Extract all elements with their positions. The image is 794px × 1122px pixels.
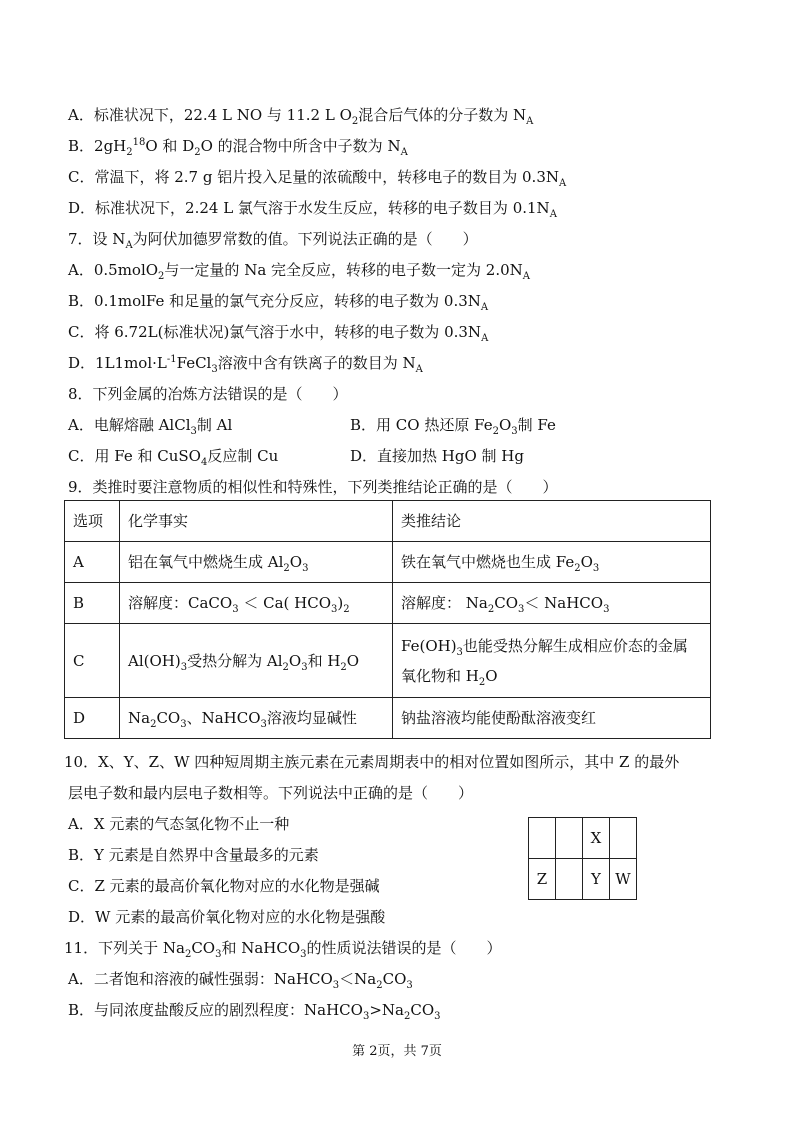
q10-option-c: C．Z 元素的最高价氧化物对应的水化物是强碱 [68, 877, 380, 895]
q11-stem: 11．下列关于 $Na_2CO_3$和 NaHCO$_3$的性质说法错误的是（ ） [64, 939, 502, 960]
q8-row-1 [68, 414, 748, 436]
row-fact: 铝在氧气中燃烧生成 $Al_2O_3$ [120, 542, 393, 583]
q8-stem: 8．下列金属的冶炼方法错误的是（ ） [68, 385, 348, 403]
grid-row-1 [529, 818, 637, 859]
q7-option-a: A．0.5molO$_2$与一定量的 Na 完全反应，转移的电子数一定为 $2.0N_A$ [68, 261, 531, 282]
q6-option-d: D．标准状况下，2.24 L 氯气溶于水发生反应，转移的电子数目为 $0.1N_A$ [68, 199, 557, 220]
q9-stem: 9．类推时要注意物质的相似性和特殊性，下列类推结论正确的是（ ） [68, 478, 558, 496]
grid-cell-y: Y [583, 859, 610, 900]
row-conclusion: 铁在氧气中燃烧也生成 $Fe_2O_3$ [393, 542, 711, 583]
q11-option-a: A．二者饱和溶液的碱性强弱：$NaHCO_3<Na_2CO_3$ [68, 970, 413, 991]
row-option: C [65, 624, 120, 698]
q6-option-b: B．$2gH_2^{18}O$ 和 $D_2O$ 的混合物中所含中子数为 $N_A$ [68, 137, 408, 158]
row-fact: $Na_2CO_3$、NaHCO$_3$溶液均显碱性 [120, 698, 393, 739]
grid-cell-empty [529, 818, 556, 859]
q7-option-c: C．将 6.72L(标准状况)氯气溶于水中，转移的电子数为 $0.3N_A$ [68, 323, 489, 344]
row-option: A [65, 542, 120, 583]
grid-cell-w: W [610, 859, 637, 900]
grid-cell-x: X [583, 818, 610, 859]
table-row [65, 583, 711, 624]
q7-option-b: B．0.1molFe 和足量的氯气充分反应，转移的电子数为 $0.3N_A$ [68, 292, 489, 313]
row-fact: $Al(OH)_3$受热分解为 $Al_2O_3$和 $H_2O$ [120, 624, 393, 698]
q8-row-2 [68, 445, 748, 467]
grid-cell-empty [610, 818, 637, 859]
table-row [65, 624, 711, 698]
q6-option-a: A．标准状况下，22.4 L NO 与 11.2 L $O_2$混合后气体的分子数为 $N_A$ [68, 106, 534, 127]
q7-option-d: D．$1L1mol\cdot L^{-1}FeCl_3$溶液中含有铁离子的数目为 $N_A$ [68, 354, 423, 375]
q10-stem-line-1: 10．X、Y、Z、W 四种短周期主族元素在元素周期表中的相对位置如图所示，其中 Z 的最外 [64, 753, 680, 771]
table-row [65, 542, 711, 583]
row-conclusion: $Fe(OH)_3$也能受热分解生成相应价态的金属 氧化物和 $H_2O$ [393, 624, 711, 698]
row-option: B [65, 583, 120, 624]
q10-stem-line-2: 层电子数和最内层电子数相等。下列说法中正确的是（ ） [68, 784, 474, 802]
q7-stem: 7．设 $N_A$为阿伏加德罗常数的值。下列说法正确的是（ ） [68, 230, 478, 251]
q9-table [64, 500, 711, 739]
grid-cell-z: Z [529, 859, 556, 900]
grid-row-2 [529, 859, 637, 900]
page-footer: 第 2页，共 7页 [352, 1044, 442, 1059]
header-option: 选项 [65, 501, 120, 542]
q8-option-b: B．用 CO 热还原 $Fe_2O_3$制 Fe [350, 416, 556, 437]
header-fact: 化学事实 [120, 501, 393, 542]
grid-cell-empty [556, 859, 583, 900]
row-option: D [65, 698, 120, 739]
q10-option-d: D．W 元素的最高价氧化物对应的水化物是强酸 [68, 908, 386, 926]
q10-option-a: A．X 元素的气态氢化物不止一种 [68, 815, 290, 833]
q8-option-a: A．电解熔融 AlCl$_3$制 Al [68, 416, 233, 437]
row-conclusion: 溶解度： $Na_2CO_3<$ NaHCO$_3$ [393, 583, 711, 624]
row-fact: 溶解度：CaCO$_3$ ＜ Ca( $HCO_3)_2$ [120, 583, 393, 624]
q8-option-c: C．用 Fe 和 CuSO$_4$反应制 Cu [68, 447, 279, 468]
q8-option-d: D．直接加热 HgO 制 Hg [350, 447, 524, 465]
header-conclusion: 类推结论 [393, 501, 711, 542]
q11-option-b: B．与同浓度盐酸反应的剧烈程度：$NaHCO_3>Na_2CO_3$ [68, 1001, 441, 1022]
q10-option-b: B．Y 元素是自然界中含量最多的元素 [68, 846, 319, 864]
q6-option-c: C．常温下，将 2.7 g 铝片投入足量的浓硫酸中，转移电子的数目为 $0.3N_A$ [68, 168, 567, 189]
table-row [65, 698, 711, 739]
row-conclusion: 钠盐溶液均能使酚酞溶液变红 [393, 698, 711, 739]
table-header-row [65, 501, 711, 542]
grid-cell-empty [556, 818, 583, 859]
periodic-table-grid [528, 817, 637, 900]
